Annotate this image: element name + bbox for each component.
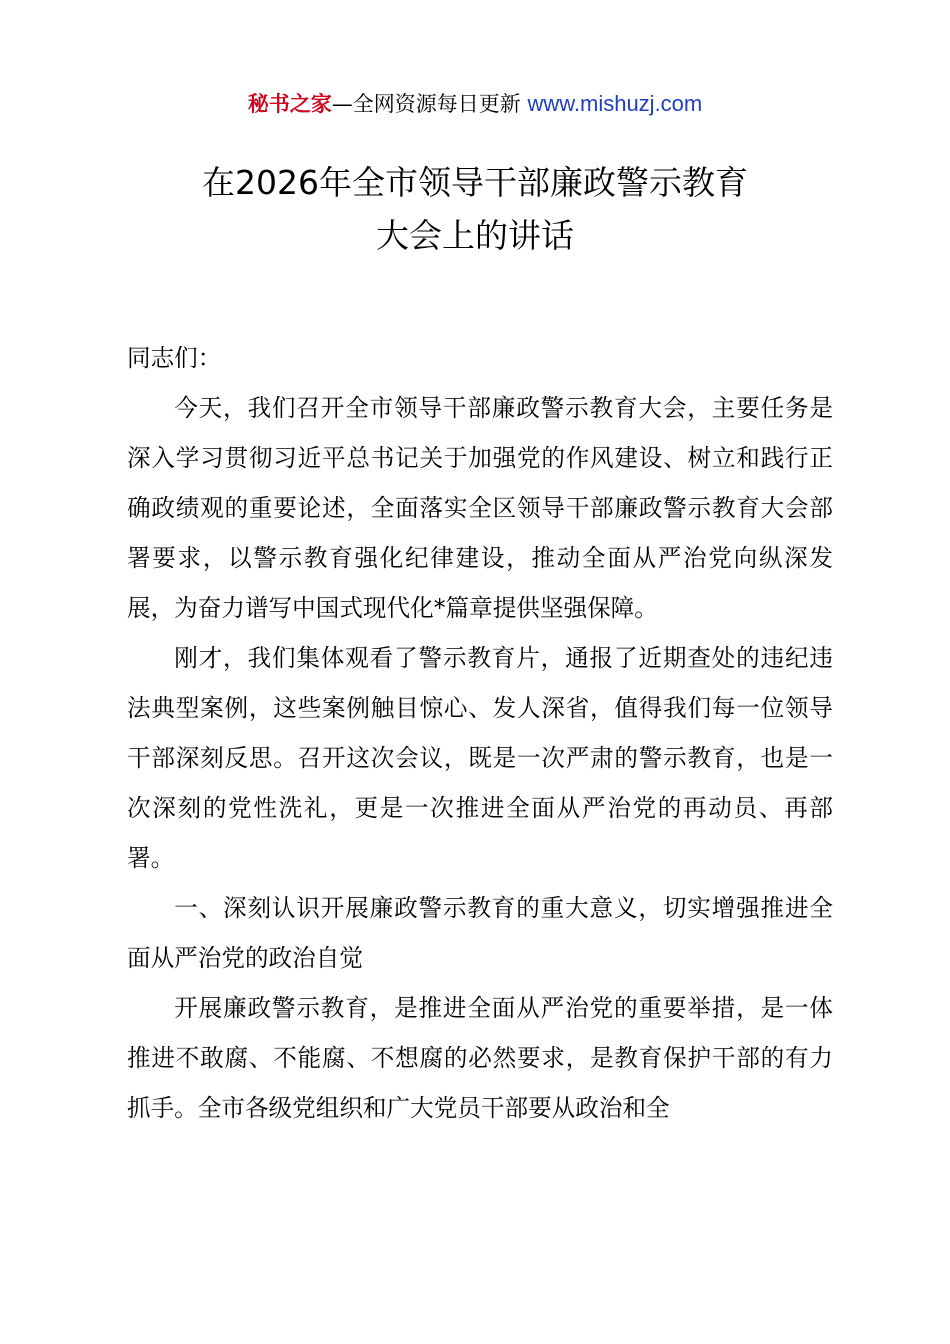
site-brand: 秘书之家: [247, 92, 332, 116]
title-line-2: 大会上的讲话: [376, 216, 574, 255]
site-header: [0, 88, 950, 120]
speech-body: [127, 333, 833, 1133]
site-url-link[interactable]: www.mishuzj.com: [527, 91, 703, 116]
site-tagline: —全网资源每日更新: [331, 92, 528, 116]
document-title: [0, 156, 950, 262]
title-line-1: 在2026年全市领导干部廉政警示教育: [202, 163, 748, 202]
paragraph-1: 今天，我们召开全市领导干部廉政警示教育大会，主要任务是深入学习贯彻习近平总书记关于加强党的作风建设、树立和践行正确政绩观的重要论述，全面落实全区领导干部廉政警示教育大会部署要求，以警示教育强化纪律建设，推动全面从严治党向纵深发展，为奋力谱写中国式现代化*篇章提供坚强保障。: [127, 394, 833, 622]
salutation: 同志们：: [127, 344, 222, 372]
section-heading-1: 一、深刻认识开展廉政警示教育的重大意义，切实增强推进全面从严治党的政治自觉: [127, 894, 833, 972]
paragraph-2: 刚才，我们集体观看了警示教育片，通报了近期查处的违纪违法典型案例，这些案例触目惊心、发人深省，值得我们每一位领导干部深刻反思。召开这次会议，既是一次严肃的警示教育，也是一次深刻的党性洗礼，更是一次推进全面从严治党的再动员、再部署。: [127, 644, 833, 872]
section-paragraph-1: 开展廉政警示教育，是推进全面从严治党的重要举措，是一体推进不敢腐、不能腐、不想腐的必然要求，是教育保护干部的有力抓手。全市各级党组织和广大党员干部要从政治和全: [127, 994, 833, 1122]
